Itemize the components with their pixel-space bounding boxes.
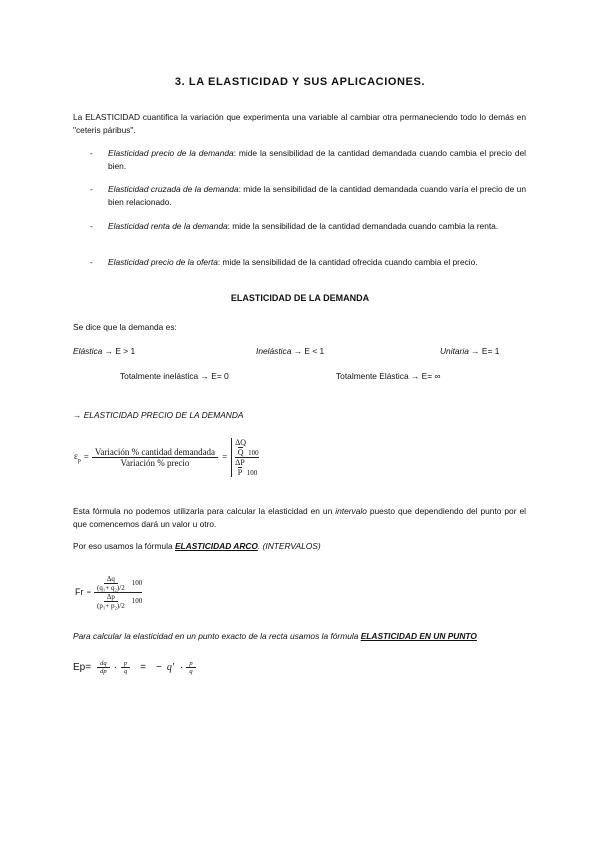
bullet-dash: - — [90, 257, 93, 267]
list-item — [90, 183, 526, 209]
bullet-dash: - — [90, 221, 93, 231]
type-totalmente-inelastica: Totalmente inelástica → E= 0 — [120, 371, 229, 381]
intervalo-paragraph: Esta fórmula no podemos utilizarla para calcular la elasticidad en un intervalo puesto que dependiendo del punto por el que comencemos dará un valor u otro. — [73, 506, 526, 529]
bullet-text: : mide la sensibilidad de la cantidad demandada cuando cambia el precio del bien. — [108, 148, 526, 171]
demand-intro: Se dice que la demanda es: — [73, 322, 177, 332]
formula-numerator: Variación % cantidad demandada — [92, 447, 218, 458]
page-title: 3. LA ELASTICIDAD Y SUS APLICACIONES. — [174, 76, 426, 88]
bullet-term: Elasticidad cruzada de la demanda — [108, 184, 239, 194]
bullet-text: : mide la sensibilidad de la cantidad demandada cuando varía el precio de un bien relacionado. — [108, 184, 526, 207]
formula-delta-ratio: $\frac{\Delta Q}{Q}$ 100 $\frac{\Delta P}{P}$ 100 — [231, 438, 258, 477]
punto-paragraph: Para calcular la elasticidad en un punto exacto de la recta usamos la fórmula ELASTICIDAD EN UN PUNTO — [73, 631, 477, 641]
bullet-dash: - — [90, 148, 93, 158]
section-precio-heading: → ELASTICIDAD PRECIO DE LA DEMANDA — [73, 410, 244, 420]
bullet-term: Elasticidad precio de la demanda — [108, 148, 234, 158]
list-item — [90, 220, 526, 233]
bullet-term: Elasticidad renta de la demanda — [108, 221, 228, 231]
type-totalmente-elastica: Totalmente Elástica → E= ∞ — [336, 371, 441, 381]
intro-paragraph: La ELASTICIDAD cuantifica la variación que experimenta una variable al cambiar otra permaneciendo todo lo demás en "ceteris páribus". — [73, 112, 526, 135]
formula-elasticidad-arco: Fr = $\frac{\Delta q}{\text{(q₁+ q₂)/2}}$ 100 $\frac{\Delta p}{\text{(p₁+ p₂)/2}}$ 100 — [75, 574, 143, 610]
formula-lhs: $\varepsilon_p$ — [74, 450, 81, 464]
section-subtitle: ELASTICIDAD DE LA DEMANDA — [230, 293, 370, 303]
formula-elasticidad-punto: Ep= $\frac{dq}{dp}$ · $\frac{p}{q}$ = − q' · $\frac{p}{q}$ — [73, 656, 196, 678]
list-item — [90, 256, 526, 269]
arco-paragraph: Por eso usamos la fórmula ELASTICIDAD ARCO. (INTERVALOS) — [73, 541, 321, 551]
bullet-text: : mide la sensibilidad de la cantidad ofrecida cuando cambia el precio. — [217, 257, 478, 267]
bullet-dash: - — [90, 184, 93, 194]
formula-elasticidad-precio: $\varepsilon_p$ = $\frac{\text{Variación \% cantidad demandada}}{\text{Variación \% precio}}$ = $\frac{\Delta Q}{Q}$ 100 $\frac{\Delta P}{P}$ 100 — [74, 437, 259, 477]
formula-denominator: Variación % precio — [120, 457, 190, 468]
type-elastica: Elástica → E > 1 — [73, 346, 136, 356]
list-item — [90, 147, 526, 173]
type-unitaria: Unitaria → E= 1 — [440, 346, 500, 356]
type-inelastica: Inelástica → E < 1 — [256, 346, 325, 356]
bullet-term: Elasticidad precio de la oferta — [108, 257, 218, 267]
bullet-text: : mide la sensibilidad de la cantidad demandada cuando cambia la renta. — [227, 221, 499, 231]
